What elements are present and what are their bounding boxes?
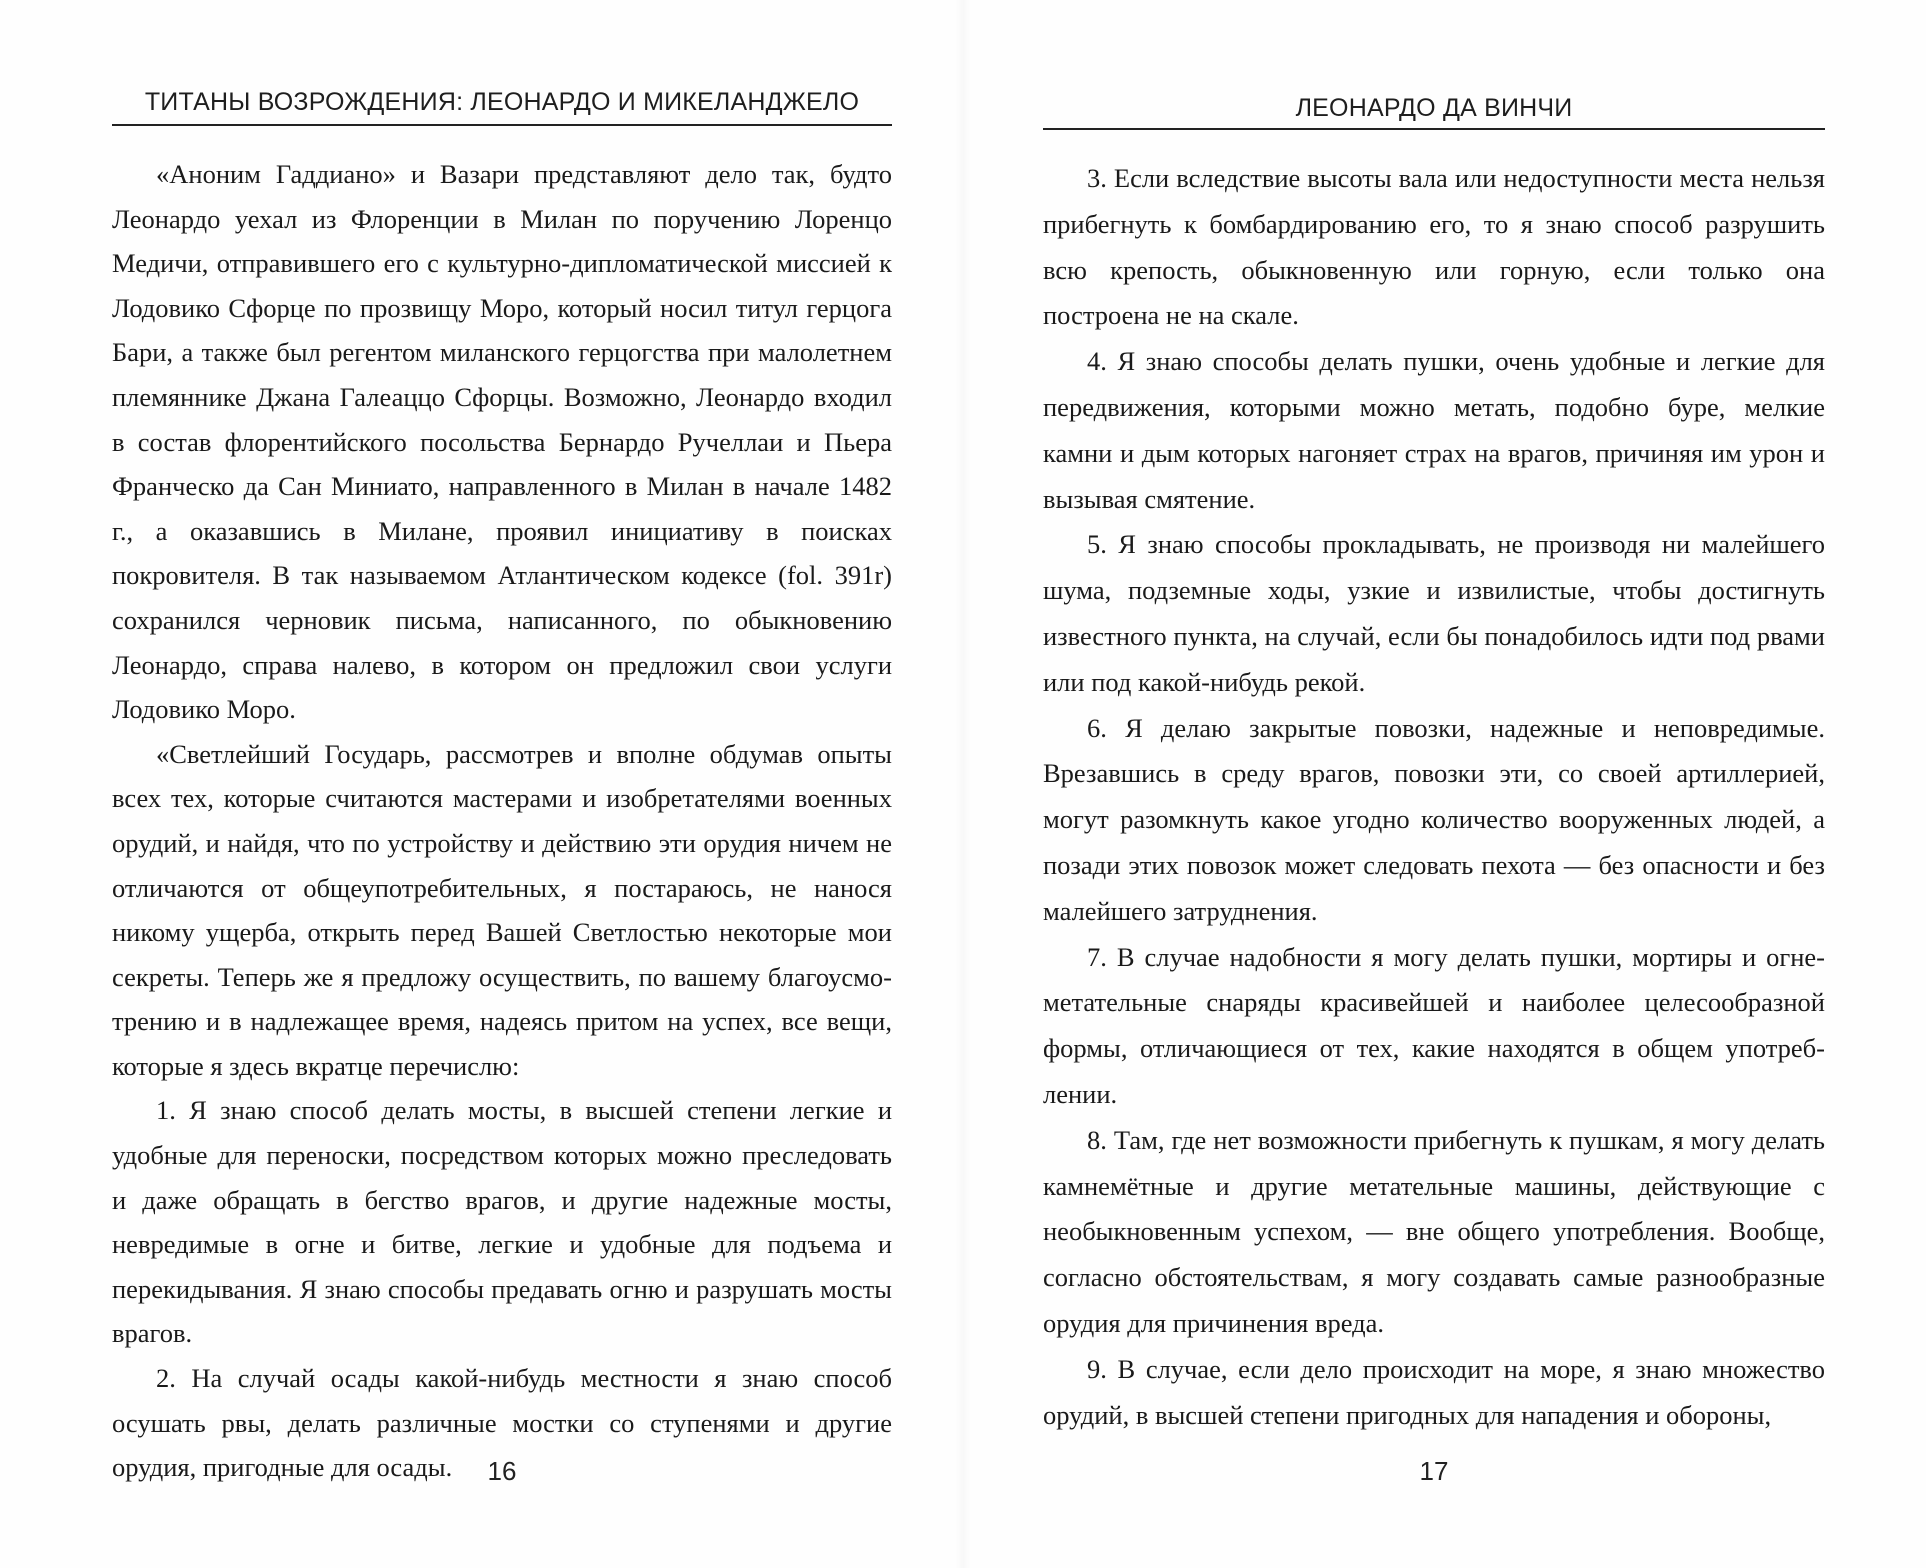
body-text-right [1043,156,1825,1438]
left-page [112,0,892,1568]
running-head-left: ТИТАНЫ ВОЗРОЖДЕНИЯ: ЛЕОНАРДО И МИКЕЛАНДЖЕЛО [144,88,860,116]
paragraph: 8. Там, где нет возможности прибегнуть к пушкам, я могу делать камнемётные и другие метательные машины, действующие с необыкновенным успехом, — вне общего употребления. Вообще, согласно обстоятельствам, я могу создавать самые разнообразные орудия для причинения вреда. [1043,1124,1825,1338]
paragraph: 9. В случае, если дело происходит на море, я знаю множество орудий, в высшей степени пригодных для нападения и обороны, [1043,1353,1825,1430]
body-text-left [112,152,892,1490]
header-rule-right [1043,128,1825,130]
page-number-right: 17 [1419,1456,1449,1486]
paragraph: 2. На случай осады какой-нибудь местности я знаю способ осушать рвы, делать различные мостки со ступенями и другие орудия, пригодные для осады. [112,1363,892,1483]
right-page [1043,0,1825,1568]
paragraph: 7. В случае надобности я могу делать пушки, мортиры и огнеметательные снаряды красивейшей и наиболее целесообразной формы, отличающиеся от тех, какие находятся в общем употреблении. [1043,941,1825,1109]
paragraph: 1. Я знаю способ делать мосты, в высшей степени легкие и удобные для переноски, посредством которых можно преследовать и даже обращать в бегство врагов, и другие надежные мосты, невредимые в огне и битве, легкие и удобные для подъема и перекидывания. Я знаю способы предавать огню и разрушать мосты врагов. [112,1095,892,1349]
paragraph: «Светлейший Государь, рассмотрев и вполне обдумав опыты всех тех, которые считаются мастерами и изобретателями военных орудий, и найдя, что по устройству и действию эти орудия ничем не отличаются от общеупотребительных, я постараюсь, не нанося никому ущерба, открыть перед Вашей Светлостью некоторые мои секреты. Теперь же я предложу осуществить, по вашему благоусмотрению и в надлежащее время, надеясь притом на успех, все вещи, которые я здесь вкратце перечислю: [112,738,892,1081]
paragraph: 6. Я делаю закрытые повозки, надежные и неповредимые. Врезавшись в среду врагов, повозки эти, со своей артиллерией, могут разомкнуть какое угодно количество вооруженных людей, а позади этих повозок может следовать пехота — без опасности и без малейшего затруднения. [1043,712,1825,926]
page-number-left: 16 [487,1456,517,1486]
paragraph: 5. Я знаю способы прокладывать, не производя ни малейшего шума, подземные ходы, узкие и извилистые, чтобы достигнуть известного пункта, на случай, если бы понадобилось идти под рвами или под какой-нибудь рекой. [1043,529,1825,697]
running-head-right: ЛЕОНАРДО ДА ВИНЧИ [1295,94,1573,122]
header-rule-left [112,124,892,126]
paragraph: 3. Если вследствие высоты вала или недоступности места нельзя прибегнуть к бомбардированию его, то я знаю способ разрушить всю крепость, обыкновенную или горную, если только она построена не на скале. [1043,163,1825,331]
paragraph: «Аноним Гаддиано» и Вазари представляют дело так, будто Леонардо уехал из Флоренции в Милан по поручению Лоренцо Медичи, отправившего его с культурно-дипломатической миссией к Лодовико Сфорце по прозвищу Моро, который носил титул герцога Бари, а также был регентом миланского герцогства при малолетнем племяннике Джана Галеаццо Сфорцы. Возможно, Леонардо входил в состав флорентийского посольства Бернардо Ручеллаи и Пьера Франческо да Сан Миниато, направленного в Милан в начале 1482 г., а оказавшись в Милане, проявил инициативу в поисках покровителя. В так называемом Атлантическом кодексе (fol. 391r) сохранился черновик письма, написанного, по обыкновению Леонардо, справа налево, в котором он предложил свои услуги Лодовико Моро. [112,159,892,725]
paragraph: 4. Я знаю способы делать пушки, очень удобные и легкие для передвижения, которыми можно метать, подобно буре, мелкие камни и дым которых нагоняет страх на врагов, причиняя им урон и вызывая смятение. [1043,346,1825,514]
book-gutter [955,0,971,1568]
